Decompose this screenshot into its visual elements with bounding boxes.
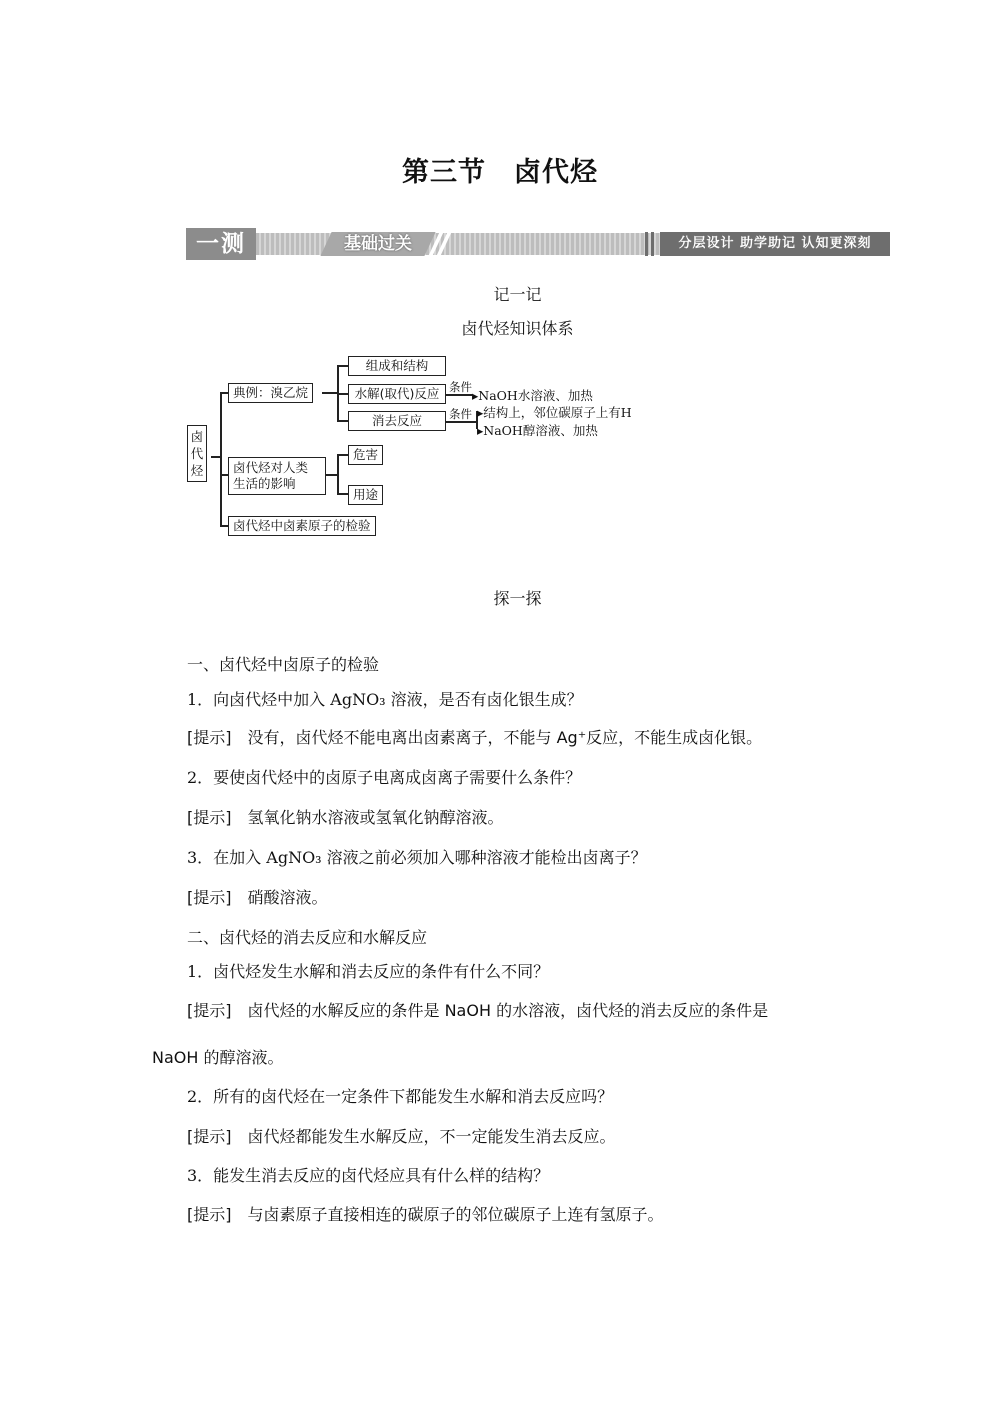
connector-line [337,420,348,422]
cond-text-1: ▸NaOH水溶液、加热 [472,388,593,403]
part2-heading: 二、卤代烃的消去反应和水解反应 [187,928,428,947]
connector-line [220,474,228,476]
connector-line [326,474,337,476]
part1-question-1: 1．向卤代烃中加入 AgNO₃ 溶液，是否有卤化银生成？ [187,690,583,709]
section-banner [186,228,890,260]
connector-line [337,454,339,494]
cond-label-1: 条件 [449,380,472,394]
banner-divider [645,232,648,256]
connector-line [220,392,222,526]
part2-question-3: 3．能发生消去反应的卤代烃应具有什么样的结构？ [187,1166,550,1185]
connector-line [211,456,220,458]
diagram-root-box: 卤代烃 [187,425,207,482]
banner-left-label: 一测 [186,228,256,260]
part2-answer-1: [提示] 卤代烃的水解反应的条件是 NaOH 的水溶液，卤代烃的消去反应的条件是 [187,1001,769,1020]
connector-line [322,392,337,394]
arrow-line [446,394,472,396]
diagram-item-structure: 组成和结构 [348,356,446,376]
cond-text-2a: ▸结构上，邻位碳原子上有H [477,405,632,420]
diagram-item-use: 用途 [348,485,383,505]
part2-question-1: 1．卤代烃发生水解和消去反应的条件有什么不同？ [187,962,550,981]
section-ji-label: 记一记 [493,285,542,304]
part1-answer-3: [提示] 硝酸溶液。 [187,888,328,907]
banner-right-label: 分层设计 助学助记 认知更深刻 [660,232,890,256]
part2-answer-1-cont: NaOH 的醇溶液。 [152,1048,284,1067]
connector-line [337,454,348,456]
diagram-item-harm: 危害 [348,445,383,465]
connector-line [337,493,348,495]
cond-label-2: 条件 [449,407,472,421]
part2-answer-3: [提示] 与卤素原子直接相连的碳原子的邻位碳原子上连有氢原子。 [187,1205,664,1224]
part1-heading: 一、卤代烃中卤原子的检验 [187,655,380,674]
diagram-title: 卤代烃知识体系 [461,319,574,338]
connector-line [337,365,348,367]
part1-question-2: 2．要使卤代烃中的卤原子电离成卤离子需要什么条件？ [187,768,582,787]
banner-divider [651,232,654,256]
part2-question-2: 2．所有的卤代烃在一定条件下都能发生水解和消去反应吗？ [187,1087,614,1106]
diagram-branch-impact: 卤代烃对人类 生活的影响 [228,457,326,495]
part2-answer-2: [提示] 卤代烃都能发生水解反应，不一定能发生消去反应。 [187,1127,616,1146]
section-tan-label: 探一探 [493,589,542,608]
part1-answer-2: [提示] 氢氧化钠水溶液或氢氧化钠醇溶液。 [187,808,504,827]
arrow-line [446,421,476,423]
connector-line [220,392,228,394]
banner-mid-label: 基础过关 [320,232,435,256]
diagram-branch-example: 典例：溴乙烷 [228,383,313,403]
cond-text-2b: ▸NaOH醇溶液、加热 [477,423,598,438]
connector-line [337,393,348,395]
diagram-branch-detection: 卤代烃中卤素原子的检验 [228,516,376,536]
part1-answer-1: [提示] 没有，卤代烃不能电离出卤素离子，不能与 Ag⁺反应，不能生成卤化银。 [187,728,763,747]
page-title: 第三节 卤代烃 [402,157,598,188]
diagram-item-elimination: 消去反应 [348,411,446,431]
diagram-item-hydrolysis: 水解(取代)反应 [348,384,446,404]
part1-question-3: 3．在加入 AgNO₃ 溶液之前必须加入哪种溶液才能检出卤离子？ [187,848,647,867]
connector-line [220,525,228,527]
